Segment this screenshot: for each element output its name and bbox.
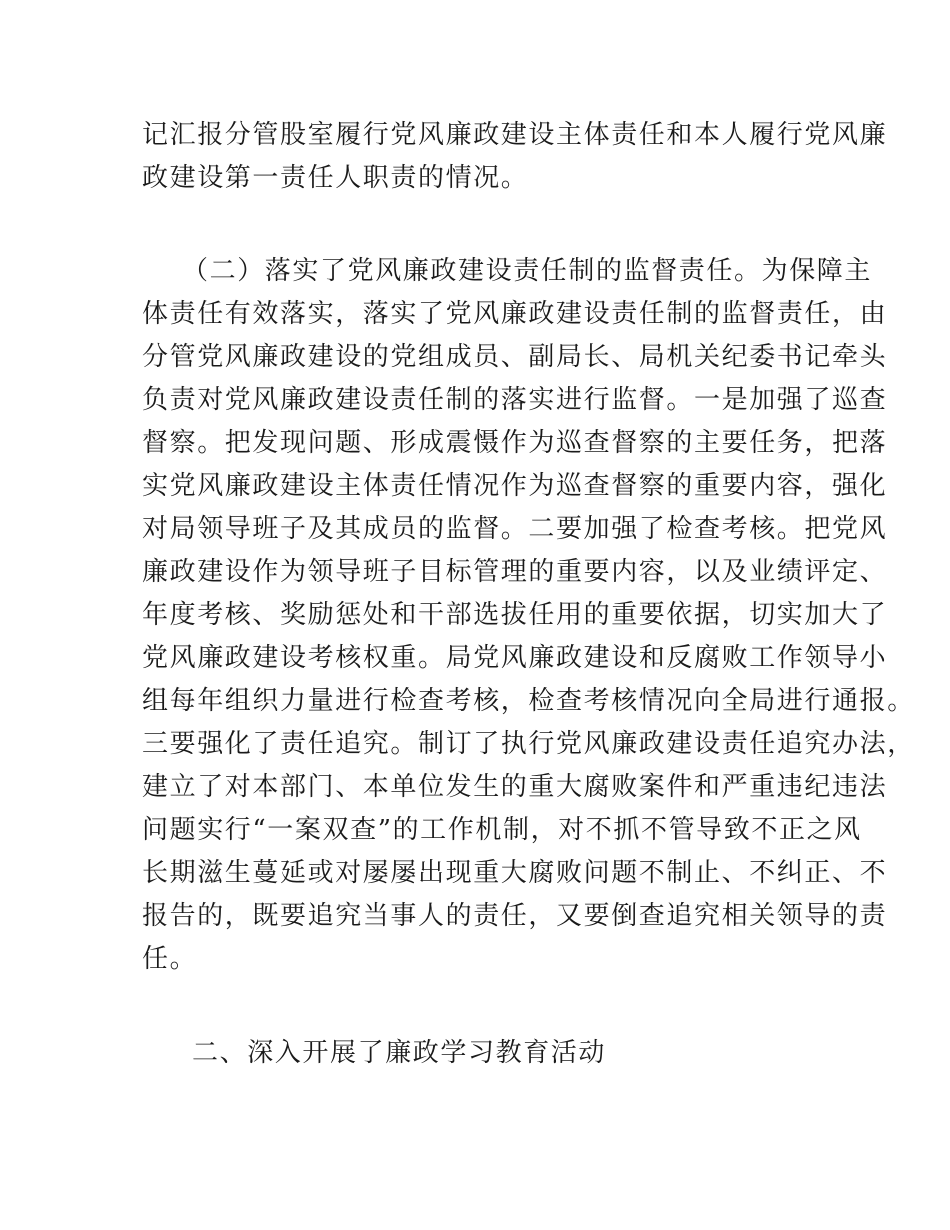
paragraph-line: 体责任有效落实，落实了党风廉政建设责任制的监督责任，由 bbox=[142, 299, 888, 329]
paragraph-line: 三要强化了责任追究。制订了执行党风廉政建设责任追究办法， bbox=[142, 729, 915, 759]
paragraph-line: 组每年组织力量进行检查考核，检查考核情况向全局进行通报。 bbox=[142, 686, 915, 716]
section-title: 二、深入开展了廉政学习教育活动 bbox=[192, 1038, 607, 1068]
paragraph-line: 任。 bbox=[142, 944, 198, 974]
paragraph-line: 报告的，既要追究当事人的责任，又要倒查追究相关领导的责 bbox=[142, 901, 888, 931]
section-heading-line: （二）落实了党风廉政建设责任制的监督责任。为保障主 bbox=[182, 256, 873, 286]
paragraph-line: 实党风廉政建设主体责任情况作为巡查督察的重要内容，强化 bbox=[142, 471, 888, 501]
paragraph-line: 记汇报分管股室履行党风廉政建设主体责任和本人履行党风廉 bbox=[142, 120, 888, 150]
paragraph-line: 分管党风廉政建设的党组成员、副局长、局机关纪委书记牵头 bbox=[142, 342, 888, 372]
paragraph-line: 建立了对本部门、本单位发生的重大腐败案件和严重违纪违法 bbox=[142, 772, 888, 802]
paragraph-line: 负责对党风廉政建设责任制的落实进行监督。一是加强了巡查 bbox=[142, 385, 888, 415]
paragraph-line: 党风廉政建设考核权重。局党风廉政建设和反腐败工作领导小 bbox=[142, 643, 888, 673]
paragraph-line: 长期滋生蔓延或对屡屡出现重大腐败问题不制止、不纠正、不 bbox=[142, 858, 888, 888]
paragraph-line: 政建设第一责任人职责的情况。 bbox=[142, 163, 529, 193]
paragraph-line: 督察。把发现问题、形成震慑作为巡查督察的主要任务，把落 bbox=[142, 428, 888, 458]
paragraph-line: 对局领导班子及其成员的监督。二要加强了检查考核。把党风 bbox=[142, 514, 888, 544]
paragraph-line: 年度考核、奖励惩处和干部选拔任用的重要依据，切实加大了 bbox=[142, 600, 888, 630]
paragraph-line: 问题实行“一案双查”的工作机制，对不抓不管导致不正之风 bbox=[142, 815, 862, 845]
paragraph-line: 廉政建设作为领导班子目标管理的重要内容，以及业绩评定、 bbox=[142, 557, 888, 587]
